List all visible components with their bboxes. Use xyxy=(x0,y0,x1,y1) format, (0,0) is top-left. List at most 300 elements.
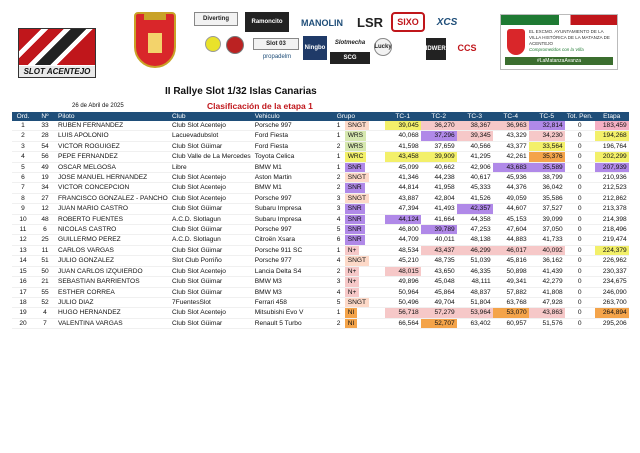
group-position: 3 xyxy=(336,205,341,213)
cell-tc2: 44,238 xyxy=(421,173,457,183)
group-position: 1 xyxy=(336,163,341,171)
cell-tc3: 46,335 xyxy=(457,266,493,276)
group-position: 6 xyxy=(336,236,341,244)
cell-grupo xyxy=(335,225,385,235)
cell-grupo xyxy=(335,214,385,224)
group-class-badge: WRS xyxy=(345,131,366,140)
table-row xyxy=(12,308,629,318)
cell-vehiculo: Porsche 911 SC xyxy=(253,245,335,255)
cell-club: Club Slot Acentejo xyxy=(170,121,253,131)
cell-ord: 18 xyxy=(12,297,34,307)
cell-tc3: 46,299 xyxy=(457,245,493,255)
cell-tc1: 39,045 xyxy=(385,121,421,131)
table-row xyxy=(12,204,629,214)
cell-vehiculo: Porsche 977 xyxy=(253,256,335,266)
cell-penalties: 0 xyxy=(565,214,595,224)
cell-tc3: 48,111 xyxy=(457,277,493,287)
cell-vehiculo: Aston Martin xyxy=(253,173,335,183)
cell-penalties: 0 xyxy=(565,318,595,328)
col-header-tc2: TC-2 xyxy=(421,112,457,121)
cell-num: 27 xyxy=(34,193,56,203)
cell-tc3: 42,906 xyxy=(457,162,493,172)
cell-grupo xyxy=(335,141,385,151)
group-position: 2 xyxy=(336,184,341,192)
col-header-penalties: Tot. Pen. xyxy=(566,113,593,120)
cell-tc1: 48,534 xyxy=(385,245,421,255)
cell-tc5: 32,814 xyxy=(529,121,565,131)
cell-ord: 5 xyxy=(12,162,34,172)
cell-grupo xyxy=(335,131,385,141)
cell-ord: 7 xyxy=(12,183,34,193)
cell-tc2: 48,735 xyxy=(421,256,457,266)
group-class-badge: N+ xyxy=(345,288,360,297)
cell-ord: 17 xyxy=(12,287,34,297)
cell-tc4: 44,607 xyxy=(493,204,529,214)
cell-ord: 2 xyxy=(12,131,34,141)
cell-num: 11 xyxy=(34,245,56,255)
cell-tc3: 41,295 xyxy=(457,152,493,162)
table-row xyxy=(12,214,629,224)
cell-grupo xyxy=(335,287,385,297)
cell-tc3: 38,367 xyxy=(457,121,493,131)
cell-tc4: 43,683 xyxy=(493,162,529,172)
col-header-ord: Ord. xyxy=(12,112,34,121)
cell-grupo xyxy=(335,277,385,287)
group-position: 2 xyxy=(336,319,341,327)
cell-tc1: 41,346 xyxy=(385,173,421,183)
cell-ord: 10 xyxy=(12,214,34,224)
cell-vehiculo: Citroën Xsara xyxy=(253,235,335,245)
cell-club: Club Slot Acentejo xyxy=(170,266,253,276)
group-position: 3 xyxy=(336,278,341,286)
cell-penalties: 0 xyxy=(565,256,595,266)
cell-tc1: 44,814 xyxy=(385,183,421,193)
cell-piloto: OSCAR MELGOSA xyxy=(56,162,170,172)
cell-club: Club Slot Güimar xyxy=(170,277,253,287)
stage-subtitle: Clasificación de la etapa 1 xyxy=(207,101,313,111)
cell-penalties: 0 xyxy=(565,266,595,276)
cell-tc5: 34,230 xyxy=(529,131,565,141)
cell-etapa: 183,459 xyxy=(595,121,629,131)
cell-etapa: 246,090 xyxy=(595,287,629,297)
sponsor-logo-lucky: Lucky xyxy=(374,38,392,56)
cell-grupo xyxy=(335,121,385,131)
cell-etapa: 194,268 xyxy=(595,131,629,141)
cell-tc5: 41,733 xyxy=(529,235,565,245)
cell-tc5: 36,162 xyxy=(529,256,565,266)
cell-tc2: 57,279 xyxy=(421,308,457,318)
group-class-badge: N+ xyxy=(345,246,360,255)
page-title: II Rallye Slot 1/32 Islas Canarias xyxy=(165,86,317,97)
cell-ord: 4 xyxy=(12,152,34,162)
cell-piloto: VICTOR CONCEPCION xyxy=(56,183,170,193)
group-class-badge: WRC xyxy=(345,152,367,161)
cell-tc2: 41,493 xyxy=(421,204,457,214)
cell-grupo xyxy=(335,245,385,255)
cell-ord: 15 xyxy=(12,266,34,276)
cell-tc2: 39,909 xyxy=(421,152,457,162)
table-row xyxy=(12,297,629,307)
table-row xyxy=(12,266,629,276)
cell-tc4: 45,936 xyxy=(493,173,529,183)
sponsor-logo-xcs: XCS xyxy=(436,16,458,28)
cell-tc5: 38,799 xyxy=(529,173,565,183)
cell-tc1: 46,800 xyxy=(385,225,421,235)
group-class-badge: SNGT xyxy=(345,298,369,307)
cell-tc1: 48,015 xyxy=(385,266,421,276)
col-header-num: Nº xyxy=(34,112,56,121)
table-header-row xyxy=(12,112,629,121)
cell-tc5: 51,576 xyxy=(529,318,565,328)
cell-tc3: 44,358 xyxy=(457,214,493,224)
sponsor-logo-ramoncito: Ramoncito xyxy=(245,12,289,32)
table-row xyxy=(12,256,629,266)
cell-grupo xyxy=(335,308,385,318)
sponsor-logo-diverting: Diverting xyxy=(194,12,238,26)
cell-tc1: 44,709 xyxy=(385,235,421,245)
cell-ord: 3 xyxy=(12,141,34,151)
municipal-flag-graphic xyxy=(501,15,617,25)
cell-penalties: 0 xyxy=(565,204,595,214)
cell-etapa: 263,700 xyxy=(595,297,629,307)
cell-piloto: VICTOR ROGUIGEZ xyxy=(56,141,170,151)
sponsor-logo-slotmecha: Slotmecha xyxy=(334,40,366,46)
municipal-shield-logo xyxy=(134,12,176,68)
cell-tc2: 42,804 xyxy=(421,193,457,203)
slot-acentejo-logo-text: SLOT ACENTEJO xyxy=(19,66,95,77)
cell-tc5: 37,527 xyxy=(529,204,565,214)
cell-tc3: 48,837 xyxy=(457,287,493,297)
slot-acentejo-logo xyxy=(18,28,96,78)
col-header-tc5: TC-5 xyxy=(529,112,565,121)
sponsor-logo-lidwerk: LIDWERK xyxy=(426,38,446,60)
cell-tc1: 44,124 xyxy=(385,214,421,224)
cell-tc3: 45,333 xyxy=(457,183,493,193)
cell-vehiculo: Porsche 997 xyxy=(253,193,335,203)
municipal-crest-icon xyxy=(507,29,525,55)
cell-grupo xyxy=(335,152,385,162)
cell-tc5: 33,564 xyxy=(529,141,565,151)
cell-piloto: VALENTINA VARGAS xyxy=(56,318,170,328)
cell-tc3: 39,345 xyxy=(457,131,493,141)
cell-tc1: 50,496 xyxy=(385,297,421,307)
group-class-badge: SNR xyxy=(345,183,365,192)
cell-tc5: 36,042 xyxy=(529,183,565,193)
col-header-vehiculo: Vehiculo xyxy=(253,112,335,121)
cell-club: Slot Club Porriño xyxy=(170,256,253,266)
group-position: 5 xyxy=(336,298,341,306)
cell-etapa: 295,206 xyxy=(595,318,629,328)
cell-club: Club Valle de La Mercedes xyxy=(172,153,251,161)
cell-penalties: 0 xyxy=(565,235,595,245)
cell-tc3: 53,964 xyxy=(457,308,493,318)
cell-tc3: 63,402 xyxy=(457,318,493,328)
cell-etapa: 212,523 xyxy=(595,183,629,193)
cell-tc5: 35,376 xyxy=(529,152,565,162)
cell-grupo xyxy=(335,162,385,172)
cell-tc5: 37,050 xyxy=(529,225,565,235)
cell-piloto: LUIS APOLONIO xyxy=(56,131,170,141)
cell-penalties: 0 xyxy=(565,287,595,297)
col-header-tc3: TC-3 xyxy=(457,112,493,121)
table-row xyxy=(12,225,629,235)
cell-vehiculo: Subaru Impresa xyxy=(253,204,335,214)
cell-piloto: ROBERTO FUENTES xyxy=(56,214,170,224)
cell-num: 19 xyxy=(34,173,56,183)
cell-tc4: 43,329 xyxy=(493,131,529,141)
sponsor-logo-ningbo: Ningbo xyxy=(303,36,327,60)
cell-tc4: 60,957 xyxy=(493,318,529,328)
cell-etapa: 214,398 xyxy=(595,214,629,224)
cell-club: Club Slot Acentejo xyxy=(170,308,253,318)
group-class-badge: SNGT xyxy=(345,256,369,265)
cell-tc2: 41,958 xyxy=(421,183,457,193)
cell-tc4: 42,261 xyxy=(493,152,529,162)
cell-etapa: 213,378 xyxy=(595,204,629,214)
group-position: 3 xyxy=(336,194,341,202)
cell-ord: 1 xyxy=(12,121,34,131)
cell-penalties: 0 xyxy=(565,131,595,141)
event-date: 26 de Abril de 2025 xyxy=(72,103,124,109)
cell-ord: 9 xyxy=(12,204,34,214)
group-class-badge: SNR xyxy=(345,163,365,172)
cell-vehiculo: Porsche 997 xyxy=(253,121,335,131)
group-position: 1 xyxy=(336,309,341,317)
cell-grupo xyxy=(335,256,385,266)
cell-tc2: 45,864 xyxy=(421,287,457,297)
ayuntamiento-name: EL EXCMO. AYUNTAMIENTO DE LA VILLA HISTÓRICA DE LA MATANZA DE ACENTEJO xyxy=(529,29,610,46)
table-row xyxy=(12,245,629,255)
cell-etapa: 219,474 xyxy=(595,235,629,245)
cell-tc2: 37,296 xyxy=(421,131,457,141)
cell-tc4: 63,768 xyxy=(493,297,529,307)
group-position: 4 xyxy=(336,257,341,265)
cell-ord: 6 xyxy=(12,173,34,183)
cell-penalties: 0 xyxy=(565,225,595,235)
cell-tc4: 44,883 xyxy=(493,235,529,245)
cell-tc4: 45,816 xyxy=(493,256,529,266)
cell-penalties: 0 xyxy=(565,152,595,162)
cell-tc2: 49,704 xyxy=(421,297,457,307)
cell-piloto: SEBASTIAN BARRIENTOS xyxy=(56,277,170,287)
table-row xyxy=(12,131,629,141)
cell-tc3: 48,138 xyxy=(457,235,493,245)
cell-ord: 8 xyxy=(12,193,34,203)
ayuntamiento-hashtag: #LaMatanzaAvanza xyxy=(505,57,613,65)
cell-piloto: FRANCISCO GONZALEZ - PANCHO xyxy=(56,193,170,203)
cell-vehiculo: Renault 5 Turbo xyxy=(253,318,335,328)
cell-vehiculo: BMW M1 xyxy=(253,162,335,172)
cell-tc3: 51,804 xyxy=(457,297,493,307)
group-class-badge: SNGT xyxy=(345,173,369,182)
cell-ord: 19 xyxy=(12,308,34,318)
cell-penalties: 0 xyxy=(565,162,595,172)
cell-grupo xyxy=(335,173,385,183)
group-position: 2 xyxy=(336,142,341,150)
cell-club: Libre xyxy=(170,162,253,172)
sponsor-badge-yellow xyxy=(205,36,221,52)
cell-tc3: 40,566 xyxy=(457,141,493,151)
col-header-club: Club xyxy=(170,112,253,121)
cell-vehiculo: Ford Fiesta xyxy=(253,141,335,151)
cell-ord: 11 xyxy=(12,225,34,235)
cell-ord: 16 xyxy=(12,277,34,287)
table-row xyxy=(12,287,629,297)
cell-etapa: 226,962 xyxy=(595,256,629,266)
group-class-badge: SNGT xyxy=(345,121,369,130)
table-row xyxy=(12,121,629,131)
group-position: 1 xyxy=(336,246,341,254)
group-position: 4 xyxy=(336,215,341,223)
cell-penalties: 0 xyxy=(565,183,595,193)
cell-num: 12 xyxy=(34,204,56,214)
cell-grupo xyxy=(335,297,385,307)
cell-tc2: 43,437 xyxy=(421,245,457,255)
group-position: 1 xyxy=(336,153,341,161)
cell-tc1: 66,564 xyxy=(385,318,421,328)
cell-grupo xyxy=(335,183,385,193)
cell-tc2: 40,011 xyxy=(421,235,457,245)
group-class-badge: N+ xyxy=(345,277,360,286)
cell-num: 48 xyxy=(34,214,56,224)
table-row xyxy=(12,183,629,193)
group-class-badge: N+ xyxy=(345,267,360,276)
cell-grupo xyxy=(335,204,385,214)
table-row xyxy=(12,193,629,203)
cell-penalties: 0 xyxy=(565,173,595,183)
cell-etapa: 218,496 xyxy=(595,225,629,235)
cell-penalties: 0 xyxy=(565,297,595,307)
cell-tc1: 40,068 xyxy=(385,131,421,141)
cell-etapa: 212,862 xyxy=(595,193,629,203)
cell-vehiculo: BMW M1 xyxy=(253,183,335,193)
cell-vehiculo: Mitsubishi Evo V xyxy=(253,308,335,318)
group-class-badge: SNGT xyxy=(345,194,369,203)
cell-club: 7FuentesSlot xyxy=(170,297,253,307)
cell-tc1: 43,887 xyxy=(385,193,421,203)
cell-penalties: 0 xyxy=(565,121,595,131)
cell-num: 33 xyxy=(34,121,56,131)
cell-club: Club Slot Acentejo xyxy=(170,173,253,183)
cell-num: 55 xyxy=(34,287,56,297)
cell-piloto: GUILLERMO PEREZ xyxy=(56,235,170,245)
cell-piloto: JULIO DIAZ xyxy=(56,297,170,307)
table-row xyxy=(12,173,629,183)
table-row xyxy=(12,318,629,328)
cell-tc4: 43,377 xyxy=(493,141,529,151)
cell-piloto: JUAN CARLOS IZQUIERDO xyxy=(56,266,170,276)
group-class-badge: NI xyxy=(345,319,358,328)
cell-tc4: 45,153 xyxy=(493,214,529,224)
cell-vehiculo: Ford Fiesta xyxy=(253,131,335,141)
cell-grupo xyxy=(335,235,385,245)
cell-ord: 20 xyxy=(12,318,34,328)
table-row xyxy=(12,235,629,245)
cell-tc2: 43,650 xyxy=(421,266,457,276)
group-class-badge: SNR xyxy=(345,215,365,224)
cell-club: A.C.D. Slotlagun xyxy=(170,214,253,224)
cell-num: 56 xyxy=(34,152,56,162)
group-class-badge: NI xyxy=(345,308,358,317)
cell-tc5: 40,092 xyxy=(529,245,565,255)
cell-ord: 13 xyxy=(12,245,34,255)
cell-num: 49 xyxy=(34,162,56,172)
cell-tc1: 45,210 xyxy=(385,256,421,266)
cell-tc4: 57,882 xyxy=(493,287,529,297)
cell-club: Club Slot Acentejo xyxy=(170,193,253,203)
group-class-badge: SNR xyxy=(345,204,365,213)
cell-piloto: HUGO HERNANDEZ xyxy=(56,308,170,318)
cell-tc2: 36,270 xyxy=(421,121,457,131)
sponsor-logo-scg: SCG xyxy=(330,52,370,64)
sponsor-logo-propadelm: propadelm xyxy=(262,54,292,60)
cell-etapa: 234,675 xyxy=(595,277,629,287)
cell-num: 6 xyxy=(34,225,56,235)
cell-etapa: 207,939 xyxy=(595,162,629,172)
cell-tc2: 39,789 xyxy=(421,225,457,235)
group-position: 5 xyxy=(336,226,341,234)
cell-ord: 12 xyxy=(12,235,34,245)
cell-etapa: 202,299 xyxy=(595,152,629,162)
sponsor-logo-sixo: SIXO xyxy=(391,12,425,32)
cell-tc1: 45,099 xyxy=(385,162,421,172)
cell-tc4: 36,963 xyxy=(493,121,529,131)
cell-piloto: RUBEN FERNANDEZ xyxy=(56,121,170,131)
cell-club: Club Slot Güimar xyxy=(170,141,253,151)
cell-tc1: 43,458 xyxy=(385,152,421,162)
cell-grupo xyxy=(335,193,385,203)
cell-piloto: ESTHER CORREA xyxy=(56,287,170,297)
table-row xyxy=(12,277,629,287)
cell-tc5: 35,586 xyxy=(529,193,565,203)
cell-tc3: 40,617 xyxy=(457,173,493,183)
cell-etapa: 230,337 xyxy=(595,266,629,276)
cell-num: 50 xyxy=(34,266,56,276)
ayuntamiento-logo xyxy=(500,14,618,70)
sponsor-logo-lsr: LSR xyxy=(357,14,383,30)
group-position: 1 xyxy=(336,122,341,129)
cell-num: 28 xyxy=(34,131,56,141)
cell-tc4: 44,376 xyxy=(493,183,529,193)
table-row xyxy=(12,141,629,151)
cell-piloto: CARLOS VARGAS xyxy=(56,245,170,255)
group-position: 2 xyxy=(336,267,341,275)
cell-tc5: 41,439 xyxy=(529,266,565,276)
cell-tc4: 53,070 xyxy=(493,308,529,318)
sponsor-logos-banner xyxy=(0,0,640,78)
cell-vehiculo: Porsche 997 xyxy=(253,225,335,235)
cell-num: 7 xyxy=(34,318,56,328)
cell-tc4: 49,341 xyxy=(493,277,529,287)
cell-tc4: 50,898 xyxy=(493,266,529,276)
cell-piloto: NICOLAS CASTRO xyxy=(56,225,170,235)
cell-tc4: 49,059 xyxy=(493,193,529,203)
cell-tc1: 56,718 xyxy=(385,308,421,318)
sponsor-badge-red xyxy=(226,36,244,54)
cell-vehiculo: Lancia Delta S4 xyxy=(253,266,335,276)
group-position: 4 xyxy=(336,288,341,296)
results-table xyxy=(12,112,629,329)
cell-tc2: 37,659 xyxy=(421,141,457,151)
group-class-badge: WRS xyxy=(345,142,366,151)
cell-tc2: 52,707 xyxy=(421,318,457,328)
col-header-etapa: Etapa xyxy=(595,112,629,121)
crown-icon xyxy=(144,12,166,20)
cell-tc5: 41,808 xyxy=(529,287,565,297)
cell-etapa: 224,379 xyxy=(595,245,629,255)
table-row xyxy=(12,162,629,172)
cell-tc1: 47,394 xyxy=(385,204,421,214)
